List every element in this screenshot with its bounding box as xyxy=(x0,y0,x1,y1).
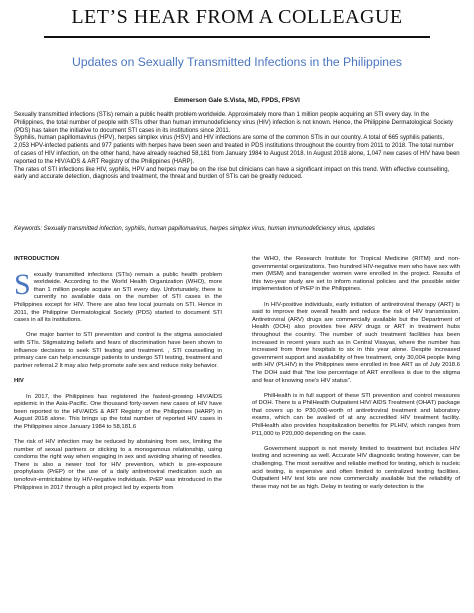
body-paragraph: One major barrier to STI prevention and control is the stigma associated with STIs. Stigmatizing beliefs and fears of discrimination have been shown to influence decisions to seek STI testing and treatment. , STI counselling in primary care can help encourage patients to undergo STI testing, treatment and partner referral.2 It may also help promote safe sex and reduce risky behavior. xyxy=(14,332,222,369)
author-byline: Emmerson Gale S.Vista, MD, FPDS, FPSVI xyxy=(174,97,300,104)
abstract-paragraph: The rates of STI infections like HIV, syphilis, HPV and herpes may be on the rise but clinicians can have a significant impact on this trend. With effective counselling, early and accurate detection, diagnosis and treatment, the threat and burden of STIs can be greatly reduced. xyxy=(14,166,450,181)
left-column xyxy=(14,256,222,500)
right-column xyxy=(252,256,460,499)
keywords: Keywords: Sexually transmitted infection, syphilis, human papillomavirus, herpes simplex virus, human immunodeficiency virus, updates xyxy=(14,226,375,232)
body-paragraph: The risk of HIV infection may be reduced by abstaining from sex, limiting the number of sexual partners or sticking to a monogamous relationship, using condoms the right way when engaging in sex and avoiding sharing of needles. There is also a newer tool for HIV prevention, which is pre-exposure prophylaxis (PrEP) or the use of a daily antiretroviral medication such as tenofovir-emtricitabine by HIV-negative individuals. PrEP was introduced in the Philippines in 2017 through a pilot project led by experts from xyxy=(14,439,222,491)
body-paragraph xyxy=(14,267,222,325)
section-heading-introduction: INTRODUCTION xyxy=(14,256,60,262)
abstract-paragraph: Sexually transmitted infections (STIs) remain a public health problem worldwide. Approximately more than 1 million people acquiring an STI every day. In the Philippines, the total number of people with STIs other than human immunodeficiency virus (HIV) infection is not known. Hence, the Philippine Dermatological Society (PDS) has taken the initiative to document STI cases in its institutions since 2011. xyxy=(14,112,453,134)
section-heading-hiv: HIV xyxy=(14,377,24,384)
section-title: LET’S HEAR FROM A COLLEAGUE xyxy=(71,6,403,28)
abstract-paragraph: Syphilis, human papillomavirus (HPV), herpes simplex virus (HSV) and HIV infections are some of the common STIs in our country. A total of 665 syphilis patients, 2,053 HPV-infected patients and 977 patients with herpes have been seen and treated in PDS institutions throughout the country from 2011 to 2018. The total number of cases of HIV infection, on the other hand, have already reached 58,181 from January 1984 to August 2018. In August 2018 alone, 1,047 new cases of HIV have been reported to the HIV/AIDS & ART Registry of the Philippines (HARP). xyxy=(14,135,460,165)
body-paragraph: the WHO, the Research Institute for Tropical Medicine (RITM) and non-governmental organizations. Two hundred HIV-negative men who have sex with men (MSM) and transgender women were enrolled in the project. Results of this two-year study are set to inform national policies and the possible wider implementation of PrEP in the Philippines. xyxy=(252,256,460,293)
banner-divider xyxy=(44,36,430,38)
paragraph-text: exually transmitted infections (STIs) remain a public health problem worldwide. According to the World Health Organization (WHO), more than 1 million people acquire an STI every day. Unfortunately, there is currently no available data on the number of STI cases in the Philippines except for HIV. There are also few local journals on STI. Hence in 2011, the Philippine Dermatological Society (PDS) started to document STI cases in all its institutions. xyxy=(14,271,222,324)
drop-cap: S xyxy=(14,267,31,301)
body-paragraph: In 2017, the Philippines has registered the fastest-growing HIV/AIDS epidemic in the Asia-Pacific. One thousand forty-seven new cases of HIV have been reported to the HIV/AIDS & ART Registry of the Philippines (HARP) in August 2018 alone. This brings up the total number of reported HIV cases in the Philippines since January 1984 to 58,181.6 xyxy=(14,393,222,430)
body-paragraph: Government support is not merely limited to treatment but includes HIV testing and screening as well. Accurate HIV diagnostic testing however, can be challenging. The most sensitive and reliable method for testing, which is nucleic acid testing, is expensive and often limited to centralized testing facilities. Outpatient HIV test kits are now commercially available but the reliability of these may not be as high. Delay in testing or early detection is the xyxy=(252,445,460,490)
abstract xyxy=(14,112,460,182)
article-title: Updates on Sexually Transmitted Infections in the Philippines xyxy=(72,55,402,69)
body-paragraph: PhilHealth is in full support of these STI prevention and control measures of DOH. There is a PhilHealth Outpatient HIV/ AIDS Treatment (OHAT) package that covers up to P30,000-worth of antiretroviral treatment and laboratory exams, which can be availed of at any accredited HIV treatment facility. PhilHealth also provides hospitalization benefits for PLHIV, which ranges from P11,000 to P20,000 depending on the case. xyxy=(252,392,461,437)
section-banner xyxy=(0,0,474,52)
body-paragraph: In HIV-positive individuals, early initiation of antiretroviral therapy (ART) is said to improve their overall health and reduce the risk of HIV transmission. Antiretroviral (ARV) drugs are commercially available but the Department of Health (DOH) also provides free ARV drugs or ART in treatment hubs throughout the country. The number of such treatment facilities has been increased in recent years such as in Central Visayas, where the number has increased from three hospitals to six in this year alone. Despite increased government support and availability of free treatment, only 30,004 people living with HIV (PLHIV) in the Philippines were enrolled in free ART as of July 2018.6 The DOH said that "the low percentage of ART enrollees is due to the stigma and fear of knowing one's HIV status". xyxy=(252,301,460,384)
